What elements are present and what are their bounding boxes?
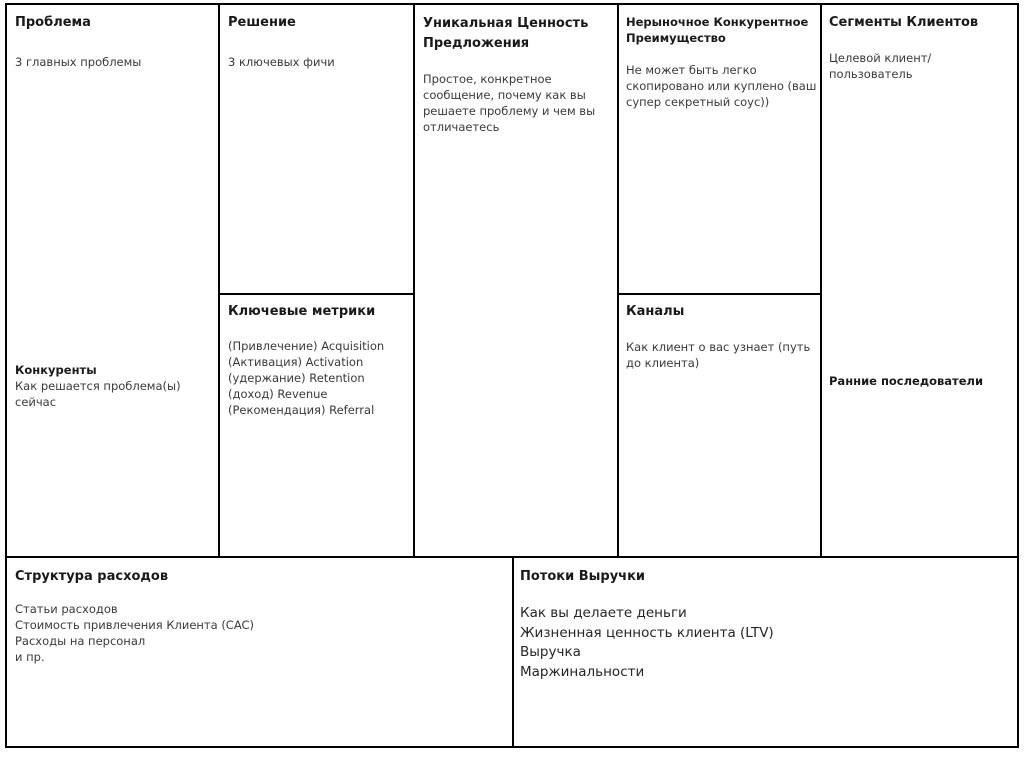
metric-item: (Активация) Activation [228,355,364,369]
channels-text: Как клиент о вас узнает (путь до клиента) [626,340,811,370]
channels-title: Каналы [626,304,685,319]
key-metrics-block [218,293,415,558]
revenue-item: Как вы делаете деньги [520,605,687,621]
metric-item: (Привлечение) Acquisition [228,339,385,353]
solution-block [218,3,415,295]
solution-text: 3 ключевых фичи [228,55,335,69]
uvp-text: Простое, конкретное сообщение, почему как вы решаете проблему и чем вы отличаетесь [423,72,596,134]
revenue-item: Выручка [520,644,581,660]
uvp-title: Уникальная Ценность Предложения [423,16,589,51]
problem-title: Проблема [15,15,91,30]
metric-item: (Рекомендация) Referral [228,403,375,417]
competitors-title: Конкуренты [15,363,97,377]
unfair-advantage-text: Не может быть легко скопировано или куплено (ваш супер секретный соус)) [626,63,817,109]
key-metrics-list [228,338,384,418]
metric-item: (доход) Revenue [228,387,328,401]
cost-item: Статьи расходов [15,602,118,616]
problem-text: 3 главных проблемы [15,55,142,69]
cost-structure-title: Структура расходов [15,569,169,584]
unfair-advantage-title: Нерыночное Конкурентное Преимущество [626,15,809,45]
key-metrics-title: Ключевые метрики [228,304,376,319]
revenue-streams-list [520,604,774,682]
problem-block [5,3,220,558]
channels-block [617,293,822,558]
customer-segments-title: Сегменты Клиентов [829,15,979,30]
revenue-item: Маржинальности [520,663,645,680]
cost-structure-block [5,556,514,748]
revenue-streams-block [512,556,1019,748]
competitors-text: Как решается проблема(ы) сейчас [15,379,181,409]
solution-title: Решение [228,15,296,30]
cost-item: и пр. [15,650,45,664]
revenue-streams-title: Потоки Выручки [520,569,646,584]
metric-item: (удержание) Retention [228,371,365,385]
customer-segments-text: Целевой клиент/пользователь [829,51,932,81]
revenue-item: Жизненная ценность клиента (LTV) [520,624,774,641]
unfair-advantage-block [617,3,822,295]
customer-segments-block [820,3,1019,558]
cost-item: Стоимость привлечения Клиента (CAC) [15,618,255,632]
uvp-block [413,3,619,558]
cost-structure-list [15,601,254,665]
cost-item: Расходы на персонал [15,634,146,648]
early-adopters-title: Ранние последователи [829,374,983,388]
